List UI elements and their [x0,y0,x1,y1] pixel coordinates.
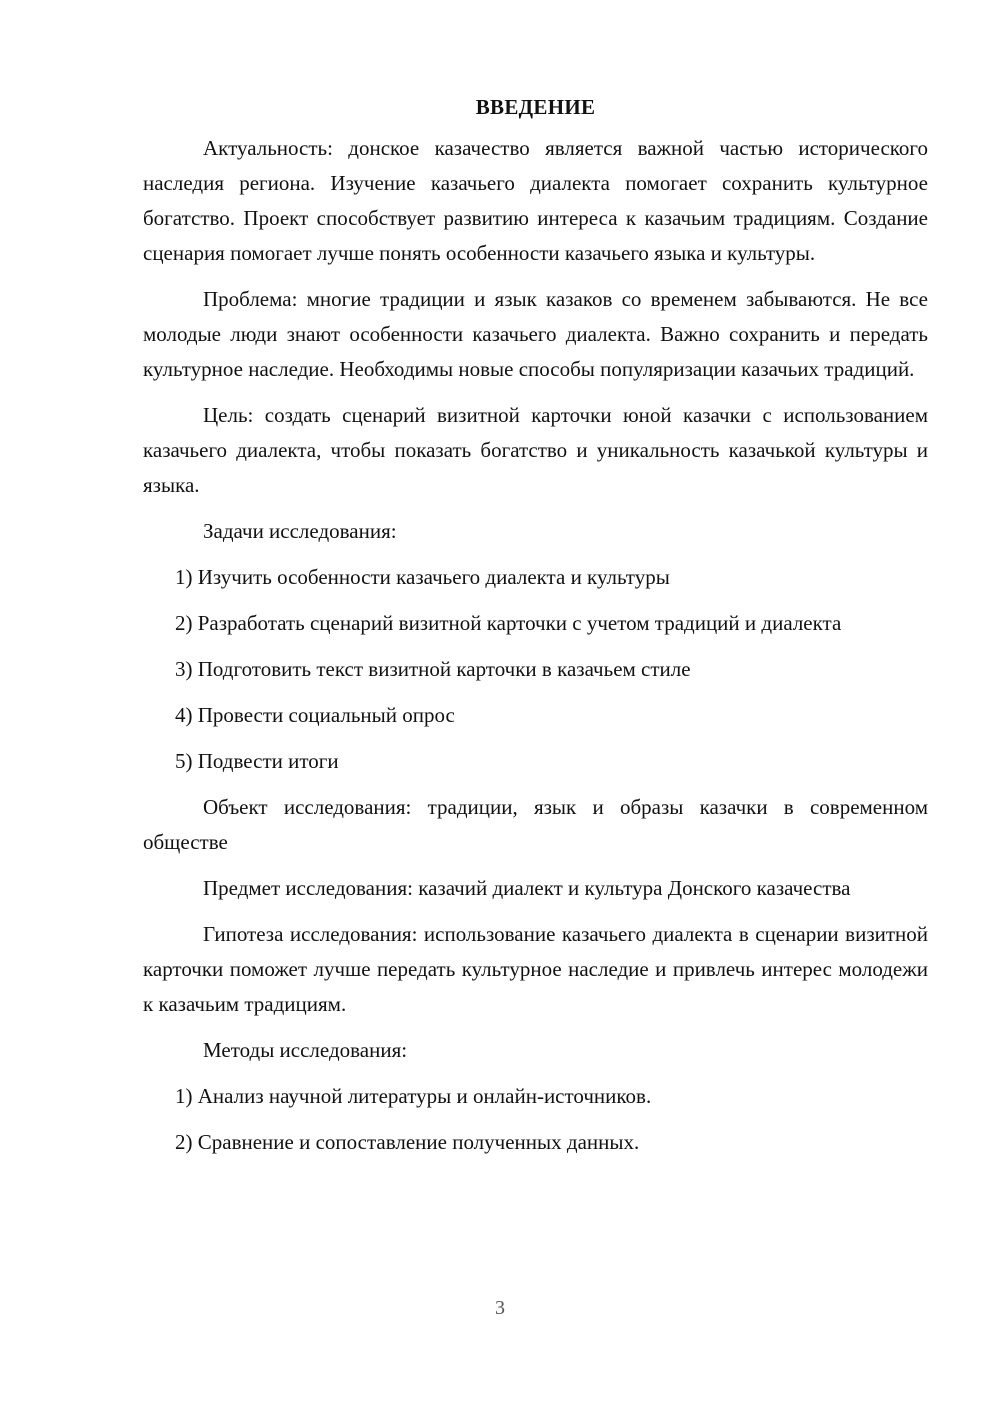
list-item: 4) Провести социальный опрос [175,703,455,727]
paragraph: Проблема: многие традиции и язык казаков со временем забываются. Не все молодые люди знают особенности казачьего диалекта. Важно сохранить и передать культурное наследие. Необходимы новые способы популяризации казачьих традиций. [143,287,928,381]
paragraph: Задачи исследования: [203,519,397,543]
document-body [143,131,928,1160]
paragraph: Объект исследования: традиции, язык и образы казачки в современном обществе [143,795,928,854]
page-number: 3 [495,1297,505,1319]
paragraph: Цель: создать сценарий визитной карточки юной казачки с использованием казачьего диалекта, чтобы показать богатство и уникальность казачькой культуры и языка. [143,403,928,497]
paragraph: Методы исследования: [203,1038,408,1062]
list-item: 3) Подготовить текст визитной карточки в казачьем стиле [175,657,691,681]
document-page [143,90,928,1171]
paragraph: Предмет исследования: казачий диалект и культура Донского казачества [203,876,851,900]
list-item: 5) Подвести итоги [175,749,339,773]
paragraph: Гипотеза исследования: использование казачьего диалекта в сценарии визитной карточки поможет лучше передать культурное наследие и привлечь интерес молодежи к казачьим традициям. [143,922,928,1016]
list-item: 1) Анализ научной литературы и онлайн-источников. [175,1084,652,1108]
paragraph: Актуальность: донское казачество является важной частью исторического наследия региона. Изучение казачьего диалекта помогает сохранить культурное богатство. Проект способствует развитию интереса к казачьим традициям. Создание сценария помогает лучше понять особенности казачьего языка и культуры. [143,136,928,265]
list-item: 1) Изучить особенности казачьего диалекта и культуры [175,565,670,589]
list-item: 2) Разработать сценарий визитной карточки с учетом традиций и диалекта [175,611,842,635]
section-heading: ВВЕДЕНИЕ [475,95,596,119]
list-item: 2) Сравнение и сопоставление полученных данных. [175,1130,640,1154]
